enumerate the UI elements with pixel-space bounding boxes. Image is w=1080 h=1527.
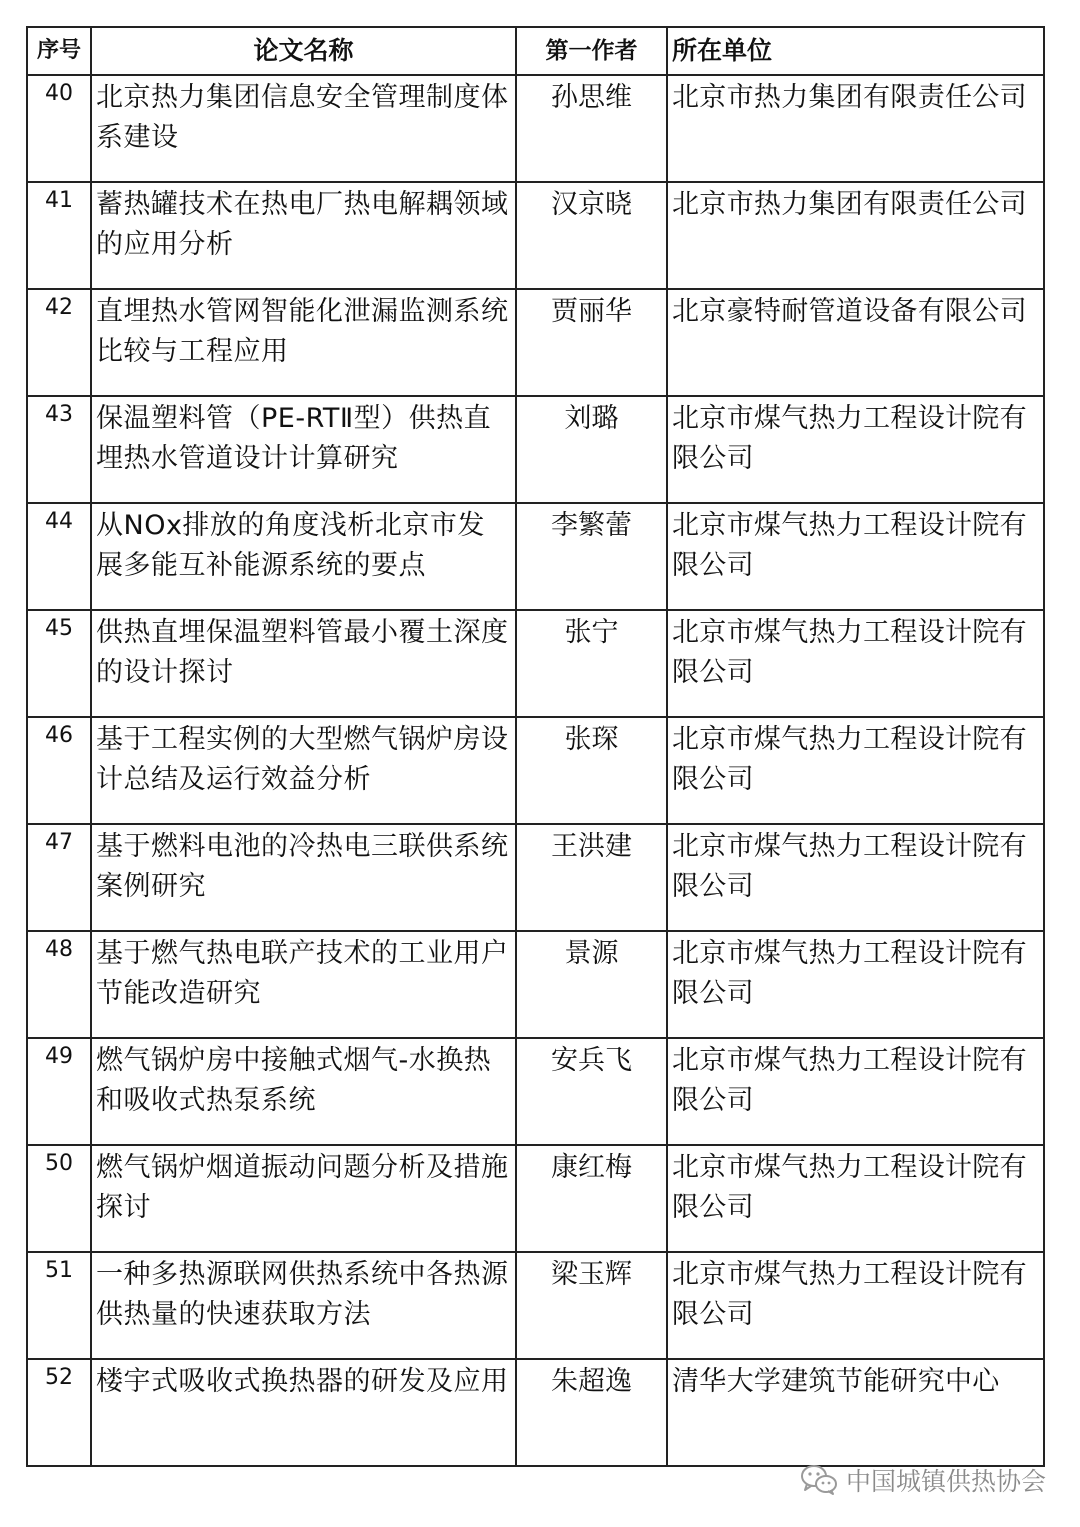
row-author: 刘璐 [516,396,667,503]
header-author: 第一作者 [516,27,667,75]
table-row [27,824,1044,931]
row-title: 保温塑料管（PE-RTⅡ型）供热直埋热水管道设计计算研究 [91,396,516,503]
header-title: 论文名称 [91,27,516,75]
row-organization: 北京市煤气热力工程设计院有限公司 [667,931,1044,1038]
row-number: 44 [27,503,91,610]
row-number: 43 [27,396,91,503]
row-organization: 北京豪特耐管道设备有限公司 [667,289,1044,396]
table-row [27,182,1044,289]
row-title: 供热直埋保温塑料管最小覆土深度的设计探讨 [91,610,516,717]
table-row [27,396,1044,503]
row-number: 51 [27,1252,91,1359]
row-title: 从NOx排放的角度浅析北京市发展多能互补能源系统的要点 [91,503,516,610]
row-author: 张琛 [516,717,667,824]
row-author: 康红梅 [516,1145,667,1252]
row-author: 李繁蕾 [516,503,667,610]
table-header [27,27,1044,75]
row-organization: 北京市煤气热力工程设计院有限公司 [667,396,1044,503]
row-organization: 北京市热力集团有限责任公司 [667,75,1044,182]
row-organization: 北京市煤气热力工程设计院有限公司 [667,610,1044,717]
row-number: 46 [27,717,91,824]
row-number: 41 [27,182,91,289]
table-row [27,931,1044,1038]
papers-table [26,26,1045,1467]
table-body [27,75,1044,1466]
row-author: 梁玉辉 [516,1252,667,1359]
table-row [27,503,1044,610]
row-number: 49 [27,1038,91,1145]
row-author: 王洪建 [516,824,667,931]
row-author: 安兵飞 [516,1038,667,1145]
row-title: 楼宇式吸收式换热器的研发及应用 [91,1359,516,1466]
table-row [27,610,1044,717]
row-author: 孙思维 [516,75,667,182]
table-row [27,1038,1044,1145]
row-author: 汉京晓 [516,182,667,289]
table-row [27,717,1044,824]
header-number: 序号 [27,27,91,75]
row-number: 47 [27,824,91,931]
row-title: 基于工程实例的大型燃气锅炉房设计总结及运行效益分析 [91,717,516,824]
row-title: 燃气锅炉烟道振动问题分析及措施探讨 [91,1145,516,1252]
table-header-row [27,27,1044,75]
watermark-text: 中国城镇供热协会 [845,1467,1046,1496]
row-title: 一种多热源联网供热系统中各热源供热量的快速获取方法 [91,1252,516,1359]
row-title: 蓄热罐技术在热电厂热电解耦领域的应用分析 [91,182,516,289]
table-row [27,1359,1044,1466]
row-title: 北京热力集团信息安全管理制度体系建设 [91,75,516,182]
table-row [27,1145,1044,1252]
table-row [27,289,1044,396]
watermark [800,1462,1046,1498]
row-number: 48 [27,931,91,1038]
row-author: 张宁 [516,610,667,717]
row-title: 基于燃气热电联产技术的工业用户节能改造研究 [91,931,516,1038]
row-author: 贾丽华 [516,289,667,396]
row-organization: 北京市煤气热力工程设计院有限公司 [667,1038,1044,1145]
row-organization: 北京市煤气热力工程设计院有限公司 [667,1145,1044,1252]
header-organization: 所在单位 [667,27,1044,75]
row-number: 50 [27,1145,91,1252]
row-organization: 北京市煤气热力工程设计院有限公司 [667,717,1044,824]
row-organization: 清华大学建筑节能研究中心 [667,1359,1044,1466]
row-number: 42 [27,289,91,396]
row-organization: 北京市热力集团有限责任公司 [667,182,1044,289]
row-title: 基于燃料电池的冷热电三联供系统案例研究 [91,824,516,931]
table-row [27,75,1044,182]
row-organization: 北京市煤气热力工程设计院有限公司 [667,503,1044,610]
wechat-icon [800,1464,838,1496]
row-number: 52 [27,1359,91,1466]
row-number: 40 [27,75,91,182]
table-row [27,1252,1044,1359]
row-author: 朱超逸 [516,1359,667,1466]
row-author: 景源 [516,931,667,1038]
row-number: 45 [27,610,91,717]
row-organization: 北京市煤气热力工程设计院有限公司 [667,1252,1044,1359]
row-organization: 北京市煤气热力工程设计院有限公司 [667,824,1044,931]
row-title: 燃气锅炉房中接触式烟气-水换热和吸收式热泵系统 [91,1038,516,1145]
row-title: 直埋热水管网智能化泄漏监测系统比较与工程应用 [91,289,516,396]
